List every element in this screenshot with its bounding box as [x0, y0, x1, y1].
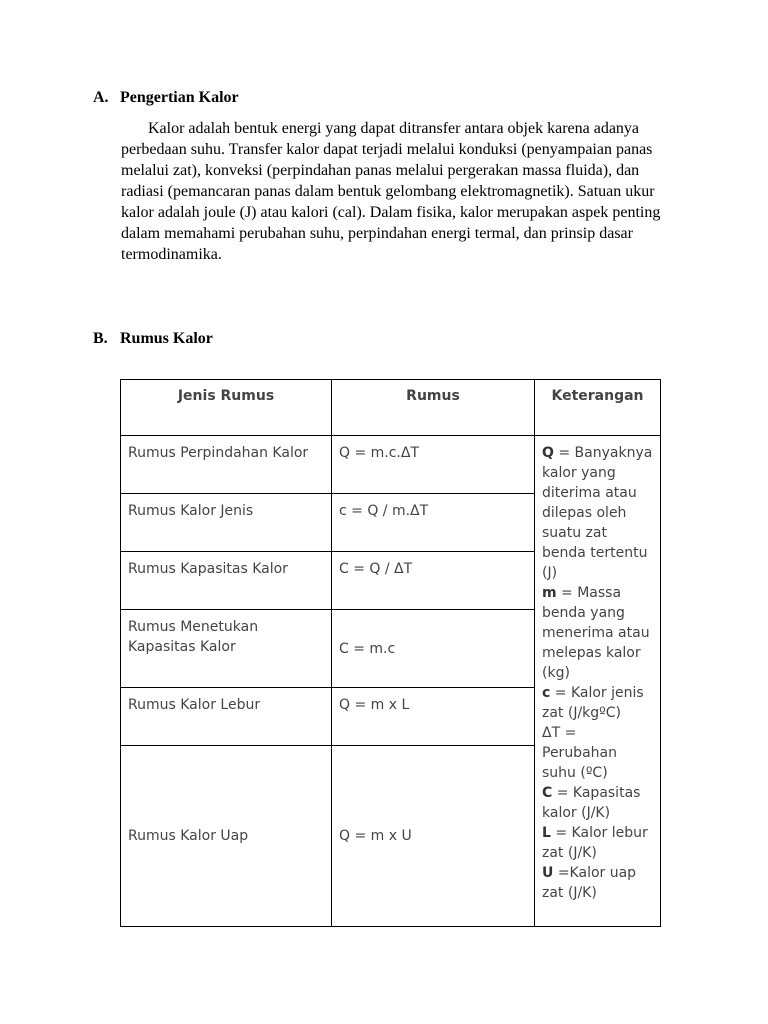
- rumus-cell: C = m.c: [332, 610, 535, 688]
- header-jenis-rumus: Jenis Rumus: [121, 380, 332, 436]
- section-b-heading: [93, 329, 213, 349]
- section-a-number: A.: [93, 89, 109, 106]
- jenis-rumus-cell: Rumus Perpindahan Kalor: [121, 436, 332, 494]
- rumus-cell: Q = m x U: [332, 746, 535, 927]
- section-b-number: B.: [93, 330, 108, 347]
- keterangan-item: Q = Banyaknya kalor yang diterima atau dilepas oleh suatu zat benda tertentu (J): [542, 445, 653, 581]
- keterangan-item: ΔT = Perubahan suhu (ºC): [542, 725, 617, 781]
- header-rumus: Rumus: [332, 380, 535, 436]
- kalor-definition-paragraph: Kalor adalah bentuk energi yang dapat ditransfer antara objek karena adanya perbedaan suhu. Transfer kalor dapat terjadi melalui konduksi (penyampaian panas melalui zat), konveksi (perpindahan panas melalui pergerakan massa fluida), dan radiasi (pemancaran panas dalam bentuk gelombang elektromagnetik). Satuan ukur kalor adalah joule (J) atau kalori (cal). Dalam fisika, kalor merupakan aspek penting dalam memahami perubahan suhu, perpindahan energi termal, dan prinsip dasar termodinamika.: [121, 120, 661, 263]
- keterangan-item: C = Kapasitas kalor (J/K): [542, 785, 641, 821]
- formula-table: [120, 379, 661, 927]
- keterangan-item: c = Kalor jenis zat (J/kgºC): [542, 685, 644, 721]
- rumus-cell: Q = m x L: [332, 688, 535, 746]
- table-header-row: [121, 380, 661, 436]
- header-keterangan: Keterangan: [535, 380, 661, 436]
- jenis-rumus-cell: Rumus Menetukan Kapasitas Kalor: [121, 610, 332, 688]
- keterangan-cell: [535, 436, 661, 927]
- section-a-heading: [93, 88, 239, 108]
- section-b-title: Rumus Kalor: [120, 330, 213, 347]
- rumus-cell: C = Q / ΔT: [332, 552, 535, 610]
- jenis-rumus-cell: Rumus Kalor Lebur: [121, 688, 332, 746]
- section-a-title: Pengertian Kalor: [120, 89, 239, 106]
- jenis-rumus-cell: Rumus Kapasitas Kalor: [121, 552, 332, 610]
- keterangan-item: m = Massa benda yang menerima atau melepas kalor (kg): [542, 585, 650, 681]
- keterangan-item: U =Kalor uap zat (J/K): [542, 865, 637, 901]
- jenis-rumus-cell: Rumus Kalor Uap: [121, 746, 332, 927]
- rumus-cell: Q = m.c.ΔT: [332, 436, 535, 494]
- jenis-rumus-cell: Rumus Kalor Jenis: [121, 494, 332, 552]
- keterangan-item: L = Kalor lebur zat (J/K): [542, 825, 648, 861]
- table-row: [121, 436, 661, 494]
- rumus-cell: c = Q / m.ΔT: [332, 494, 535, 552]
